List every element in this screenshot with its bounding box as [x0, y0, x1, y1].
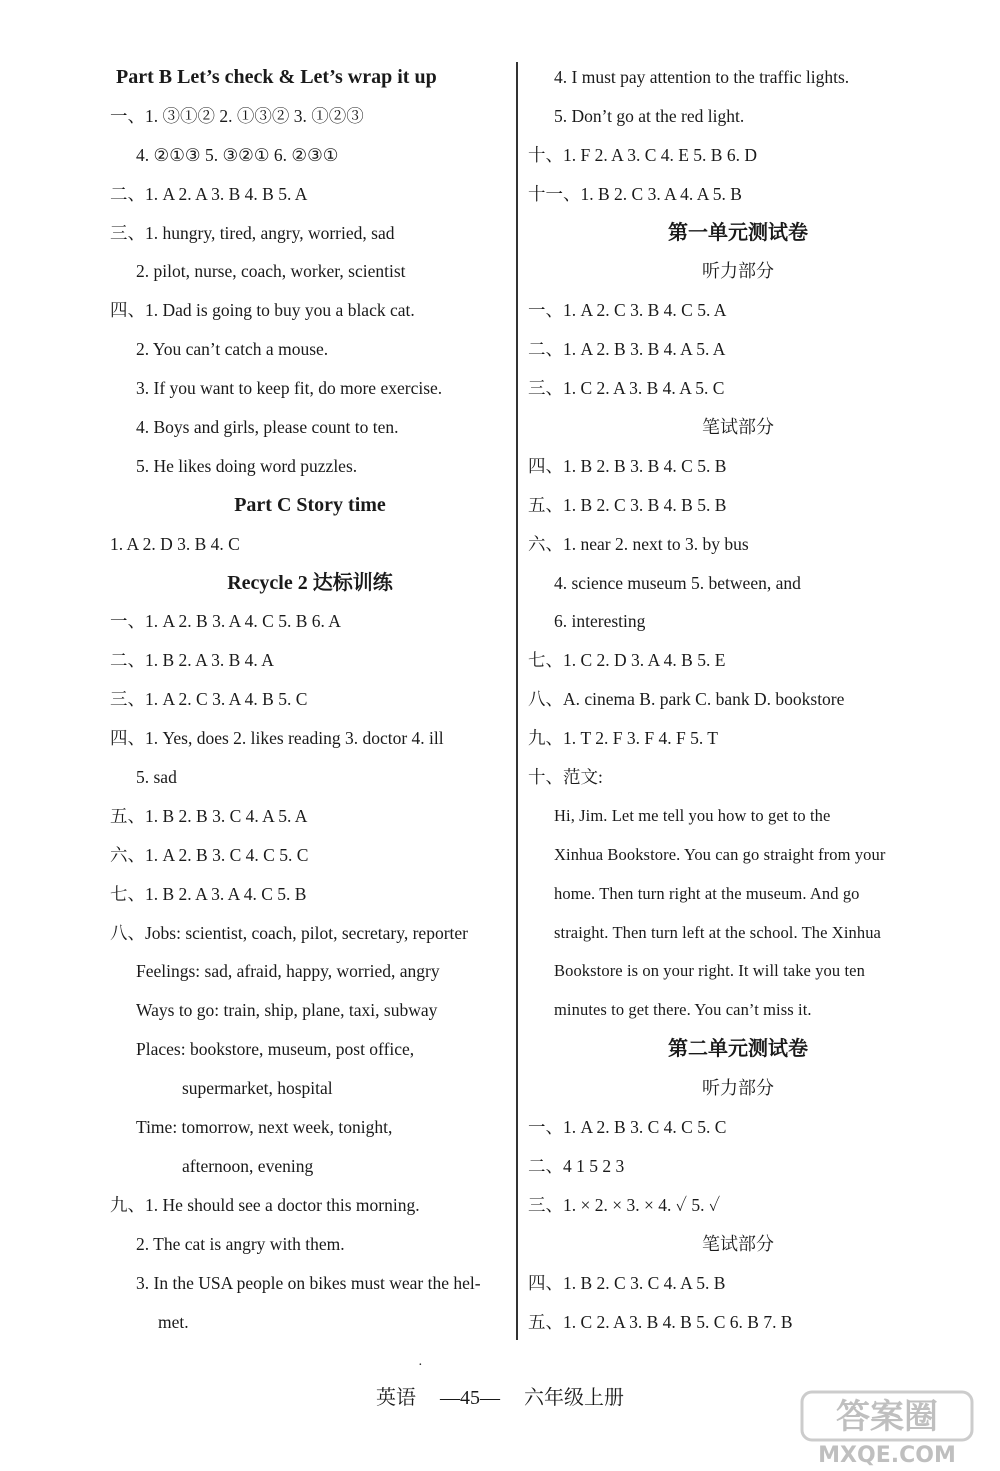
left-line: 六、1. A 2. B 3. C 4. C 5. C	[110, 844, 309, 865]
right-line: 四、1. B 2. B 3. B 4. C 5. B	[528, 455, 727, 476]
right-line: 4. I must pay attention to the traffic lights.	[554, 67, 850, 87]
right-line: 听力部分	[702, 261, 774, 282]
right-line: 六、1. near 2. next to 3. by bus	[528, 533, 749, 554]
left-line: 2. The cat is angry with them.	[136, 1233, 345, 1254]
right-line: straight. Then turn left at the school. The Xinhua	[554, 922, 881, 942]
footer-subject: 英语	[376, 1387, 416, 1409]
right-line: 第二单元测试卷	[668, 1038, 808, 1061]
footer-page-number: —45—	[440, 1387, 500, 1409]
left-line: 一、1. A 2. B 3. A 4. C 5. B 6. A	[110, 611, 341, 632]
left-line: supermarket, hospital	[182, 1078, 333, 1099]
page-dot: ·	[418, 1358, 423, 1373]
right-line: 五、1. C 2. A 3. B 4. B 5. C 6. B 7. B	[528, 1311, 793, 1332]
right-line: home. Then turn right at the museum. And go	[554, 883, 860, 903]
right-line: 4. science museum 5. between, and	[554, 572, 801, 593]
left-line: 3. If you want to keep fit, do more exercise.	[136, 378, 443, 399]
left-line: 1. A 2. D 3. B 4. C	[110, 533, 240, 554]
left-line: Ways to go: train, ship, plane, taxi, subway	[136, 1000, 438, 1021]
watermark-logo-text: 答案圈	[836, 1397, 938, 1437]
right-line: 十一、1. B 2. C 3. A 4. A 5. B	[528, 183, 742, 204]
left-line: met.	[158, 1311, 189, 1332]
right-column	[528, 58, 948, 1341]
left-line: Places: bookstore, museum, post office,	[136, 1039, 415, 1060]
left-line: 四、1. Yes, does 2. likes reading 3. doctor 4. ill	[110, 728, 444, 749]
right-line: 笔试部分	[702, 1233, 774, 1254]
left-line: 二、1. A 2. A 3. B 4. B 5. A	[110, 183, 308, 204]
right-line: 十、范文:	[528, 767, 603, 788]
right-line: minutes to get there. You can’t miss it.	[554, 1000, 812, 1020]
right-line: 五、1. B 2. C 3. B 4. B 5. B	[528, 494, 727, 515]
right-line: 八、A. cinema B. park C. bank D. bookstore	[528, 689, 845, 710]
left-column	[110, 58, 510, 1341]
right-line: 二、1. A 2. B 3. B 4. A 5. A	[528, 339, 726, 360]
right-line: Hi, Jim. Let me tell you how to get to the	[554, 805, 831, 825]
watermark-logo	[792, 1388, 982, 1468]
column-divider	[516, 62, 518, 1340]
right-line: 十、1. F 2. A 3. C 4. E 5. B 6. D	[528, 144, 757, 165]
left-line: afternoon, evening	[182, 1155, 314, 1176]
right-line: 七、1. C 2. D 3. A 4. B 5. E	[528, 650, 726, 671]
left-line: 三、1. A 2. C 3. A 4. B 5. C	[110, 689, 308, 710]
right-line: 一、1. A 2. C 3. B 4. C 5. A	[528, 300, 727, 321]
left-line: 四、1. Dad is going to buy you a black cat.	[110, 300, 415, 321]
left-line: 八、Jobs: scientist, coach, pilot, secretary, reporter	[110, 922, 468, 943]
right-line: Xinhua Bookstore. You can go straight from your	[554, 844, 886, 864]
left-line: 2. pilot, nurse, coach, worker, scientist	[136, 261, 406, 282]
left-line: 2. You can’t catch a mouse.	[136, 339, 329, 360]
watermark-url-text: MXQE.COM	[818, 1443, 956, 1468]
right-line: 笔试部分	[702, 417, 774, 438]
left-line: 七、1. B 2. A 3. A 4. C 5. B	[110, 883, 307, 904]
left-line: 5. sad	[136, 767, 177, 788]
footer-grade: 六年级上册	[524, 1387, 624, 1409]
right-line: 6. interesting	[554, 611, 646, 632]
left-line: Part B Let’s check & Let’s wrap it up	[116, 66, 437, 88]
left-line: 二、1. B 2. A 3. B 4. A	[110, 650, 274, 671]
right-line: 二、4 1 5 2 3	[528, 1155, 625, 1176]
left-line: 4. Boys and girls, please count to ten.	[136, 417, 399, 438]
left-line: Time: tomorrow, next week, tonight,	[136, 1117, 393, 1138]
right-line: 九、1. T 2. F 3. F 4. F 5. T	[528, 728, 718, 749]
left-line: 一、1. ③①② 2. ①③② 3. ①②③	[110, 105, 364, 126]
left-line: Part C Story time	[234, 493, 386, 516]
left-line: Feelings: sad, afraid, happy, worried, angry	[136, 961, 440, 982]
right-line: 一、1. A 2. B 3. C 4. C 5. C	[528, 1117, 727, 1138]
right-line: 听力部分	[702, 1078, 774, 1099]
left-line: 4. ②①③ 5. ③②① 6. ②③①	[136, 144, 339, 165]
left-line: 3. In the USA people on bikes must wear the hel-	[136, 1272, 481, 1293]
right-line: 四、1. B 2. C 3. C 4. A 5. B	[528, 1272, 726, 1293]
left-line: 三、1. hungry, tired, angry, worried, sad	[110, 222, 395, 243]
right-line: 5. Don’t go at the red light.	[554, 105, 745, 126]
left-line: 五、1. B 2. B 3. C 4. A 5. A	[110, 805, 308, 826]
left-line: Recycle 2 达标训练	[227, 571, 393, 594]
right-line: Bookstore is on your right. It will take you ten	[554, 961, 865, 981]
left-line: 九、1. He should see a doctor this morning.	[110, 1194, 420, 1215]
right-line: 第一单元测试卷	[668, 221, 808, 244]
left-line: 5. He likes doing word puzzles.	[136, 455, 358, 476]
right-line: 三、1. × 2. × 3. × 4. ✓ 5. ✓	[528, 1194, 721, 1215]
right-line: 三、1. C 2. A 3. B 4. A 5. C	[528, 378, 725, 399]
